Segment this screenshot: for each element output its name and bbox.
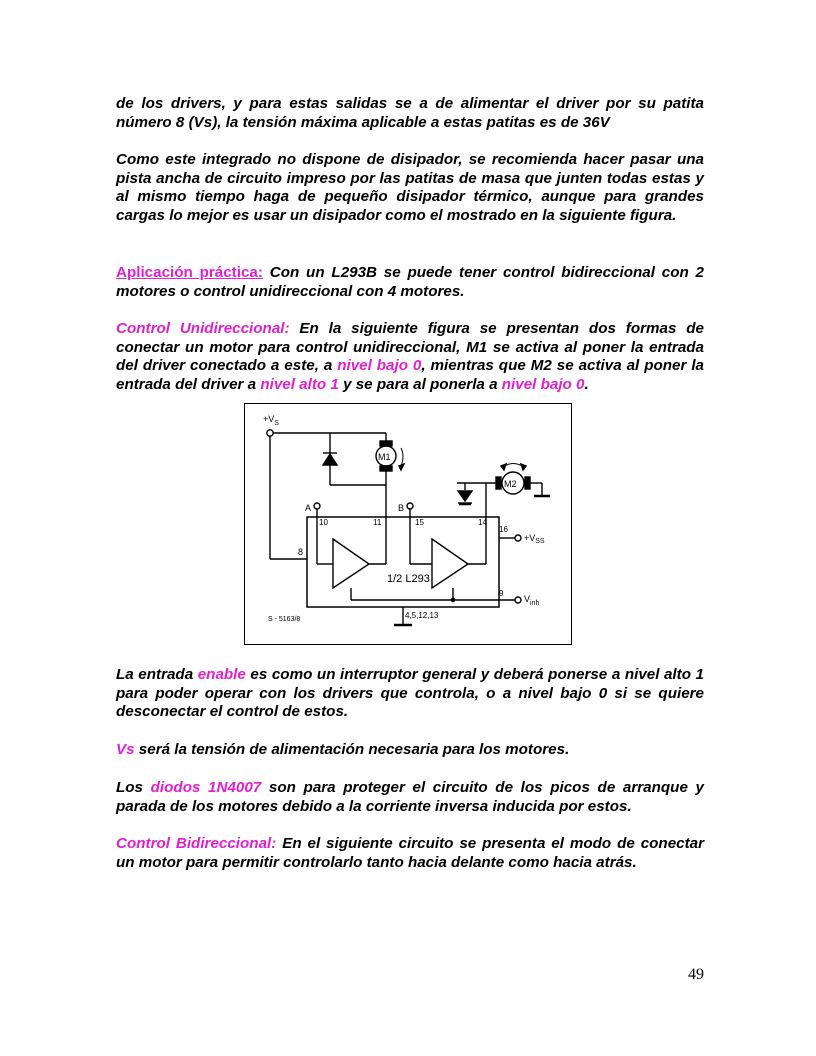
highlight-high-level: nivel alto 1 (260, 376, 339, 394)
paragraph-heatsink: Como este integrado no dispone de disipador, se recomienda hacer pasar una pista ancha de circuito impreso por las patitas de masa que junten todas estas y al mismo tiempo haga de pequeño disipador térmico, aunque para grandes cargas lo mejor es usar un disipador como el mostrado en la siguiente figura. (116, 151, 704, 225)
heading-bidirectional-control: Control Bidireccional: (116, 835, 277, 852)
motor-m1-label: M1 (378, 452, 391, 462)
vs-terminal (267, 430, 273, 436)
heading-unidirectional-control: Control Unidireccional: (116, 320, 290, 337)
input-b-terminal (407, 503, 413, 509)
highlight-enable: enable (197, 666, 246, 683)
svg-text:14: 14 (478, 518, 487, 527)
motor-m2-label: M2 (504, 479, 517, 489)
vinh-label: $V_{inh}$ (524, 594, 540, 607)
l293-chip (307, 517, 499, 607)
paragraph-drivers-supply: de los drivers, y para estas salidas se a de alimentar el driver por su patita número 8 (Vs), la tensión máxima aplicable a estas patitas es de 36V (116, 95, 704, 131)
buffer-2 (432, 539, 468, 588)
paragraph-bidirectional-control: Control Bidireccional: En el siguiente circuito se presenta el modo de conectar un motor para permitir controlarlo tanto hacia delante como hacia atrás. (116, 835, 705, 871)
svg-text:10: 10 (319, 518, 328, 527)
svg-text:16: 16 (499, 525, 508, 534)
ground-pins-label: 4,5,12,13 (405, 611, 439, 620)
diode-2 (458, 491, 472, 501)
paragraph-vs: Vs será la tensión de alimentación necesaria para los motores. (116, 741, 570, 758)
pin-8-label: 8 (298, 547, 304, 557)
highlight-low-level: nivel bajo 0 (337, 357, 422, 375)
diode-1 (323, 454, 337, 465)
input-a-terminal (314, 503, 320, 509)
figure-code: S - 5163/8 (268, 616, 301, 623)
input-b-label: B (398, 503, 405, 513)
paragraph-enable: La entrada enable es como un interruptor general y deberá ponerse a nivel alto 1 para poder operar con los drivers que controla, o a nivel bajo 0 si se quiere desconectar el control de estos. (116, 666, 704, 721)
paragraph-diodes: Los diodos 1N4007 son para proteger el circuito de los picos de arranque y parada de los motores debido a la corriente inversa inducida por estos. (116, 779, 704, 815)
vinh-terminal (515, 597, 521, 603)
paragraph-unidirectional-control: Control Unidireccional: En la siguiente figura se presentan dos formas de conectar un motor para control unidireccional, M1 se activa al poner la entrada del driver conectado a este, a nivel bajo 0, mientras que M2 se activa al poner la entrada del driver a nivel alto 1 y se para al ponerla a nivel bajo 0. (116, 320, 704, 394)
vss-label: $+V_{SS}$ (524, 533, 545, 545)
highlight-vs: Vs (116, 741, 135, 758)
circuit-figure (244, 403, 572, 645)
buffer-1 (333, 539, 369, 588)
highlight-diodes: diodos 1N4007 (150, 779, 262, 796)
vs-label: $+V_S$ (263, 414, 279, 427)
svg-text:15: 15 (415, 518, 424, 527)
vss-terminal (515, 535, 521, 541)
svg-text:11: 11 (373, 518, 382, 527)
paragraph-practical-application: Aplicación práctica: Con un L293B se puede tener control bidireccional con 2 motores o control unidireccional con 4 motores. (116, 264, 704, 300)
highlight-low-level-2: nivel bajo 0 (501, 376, 585, 394)
chip-label: 1/2 L293 (387, 573, 430, 585)
heading-practical-application: Aplicación práctica: (116, 264, 263, 281)
page-number: 49 (688, 966, 704, 983)
input-a-label: A (305, 503, 312, 513)
svg-text:9: 9 (499, 589, 504, 598)
